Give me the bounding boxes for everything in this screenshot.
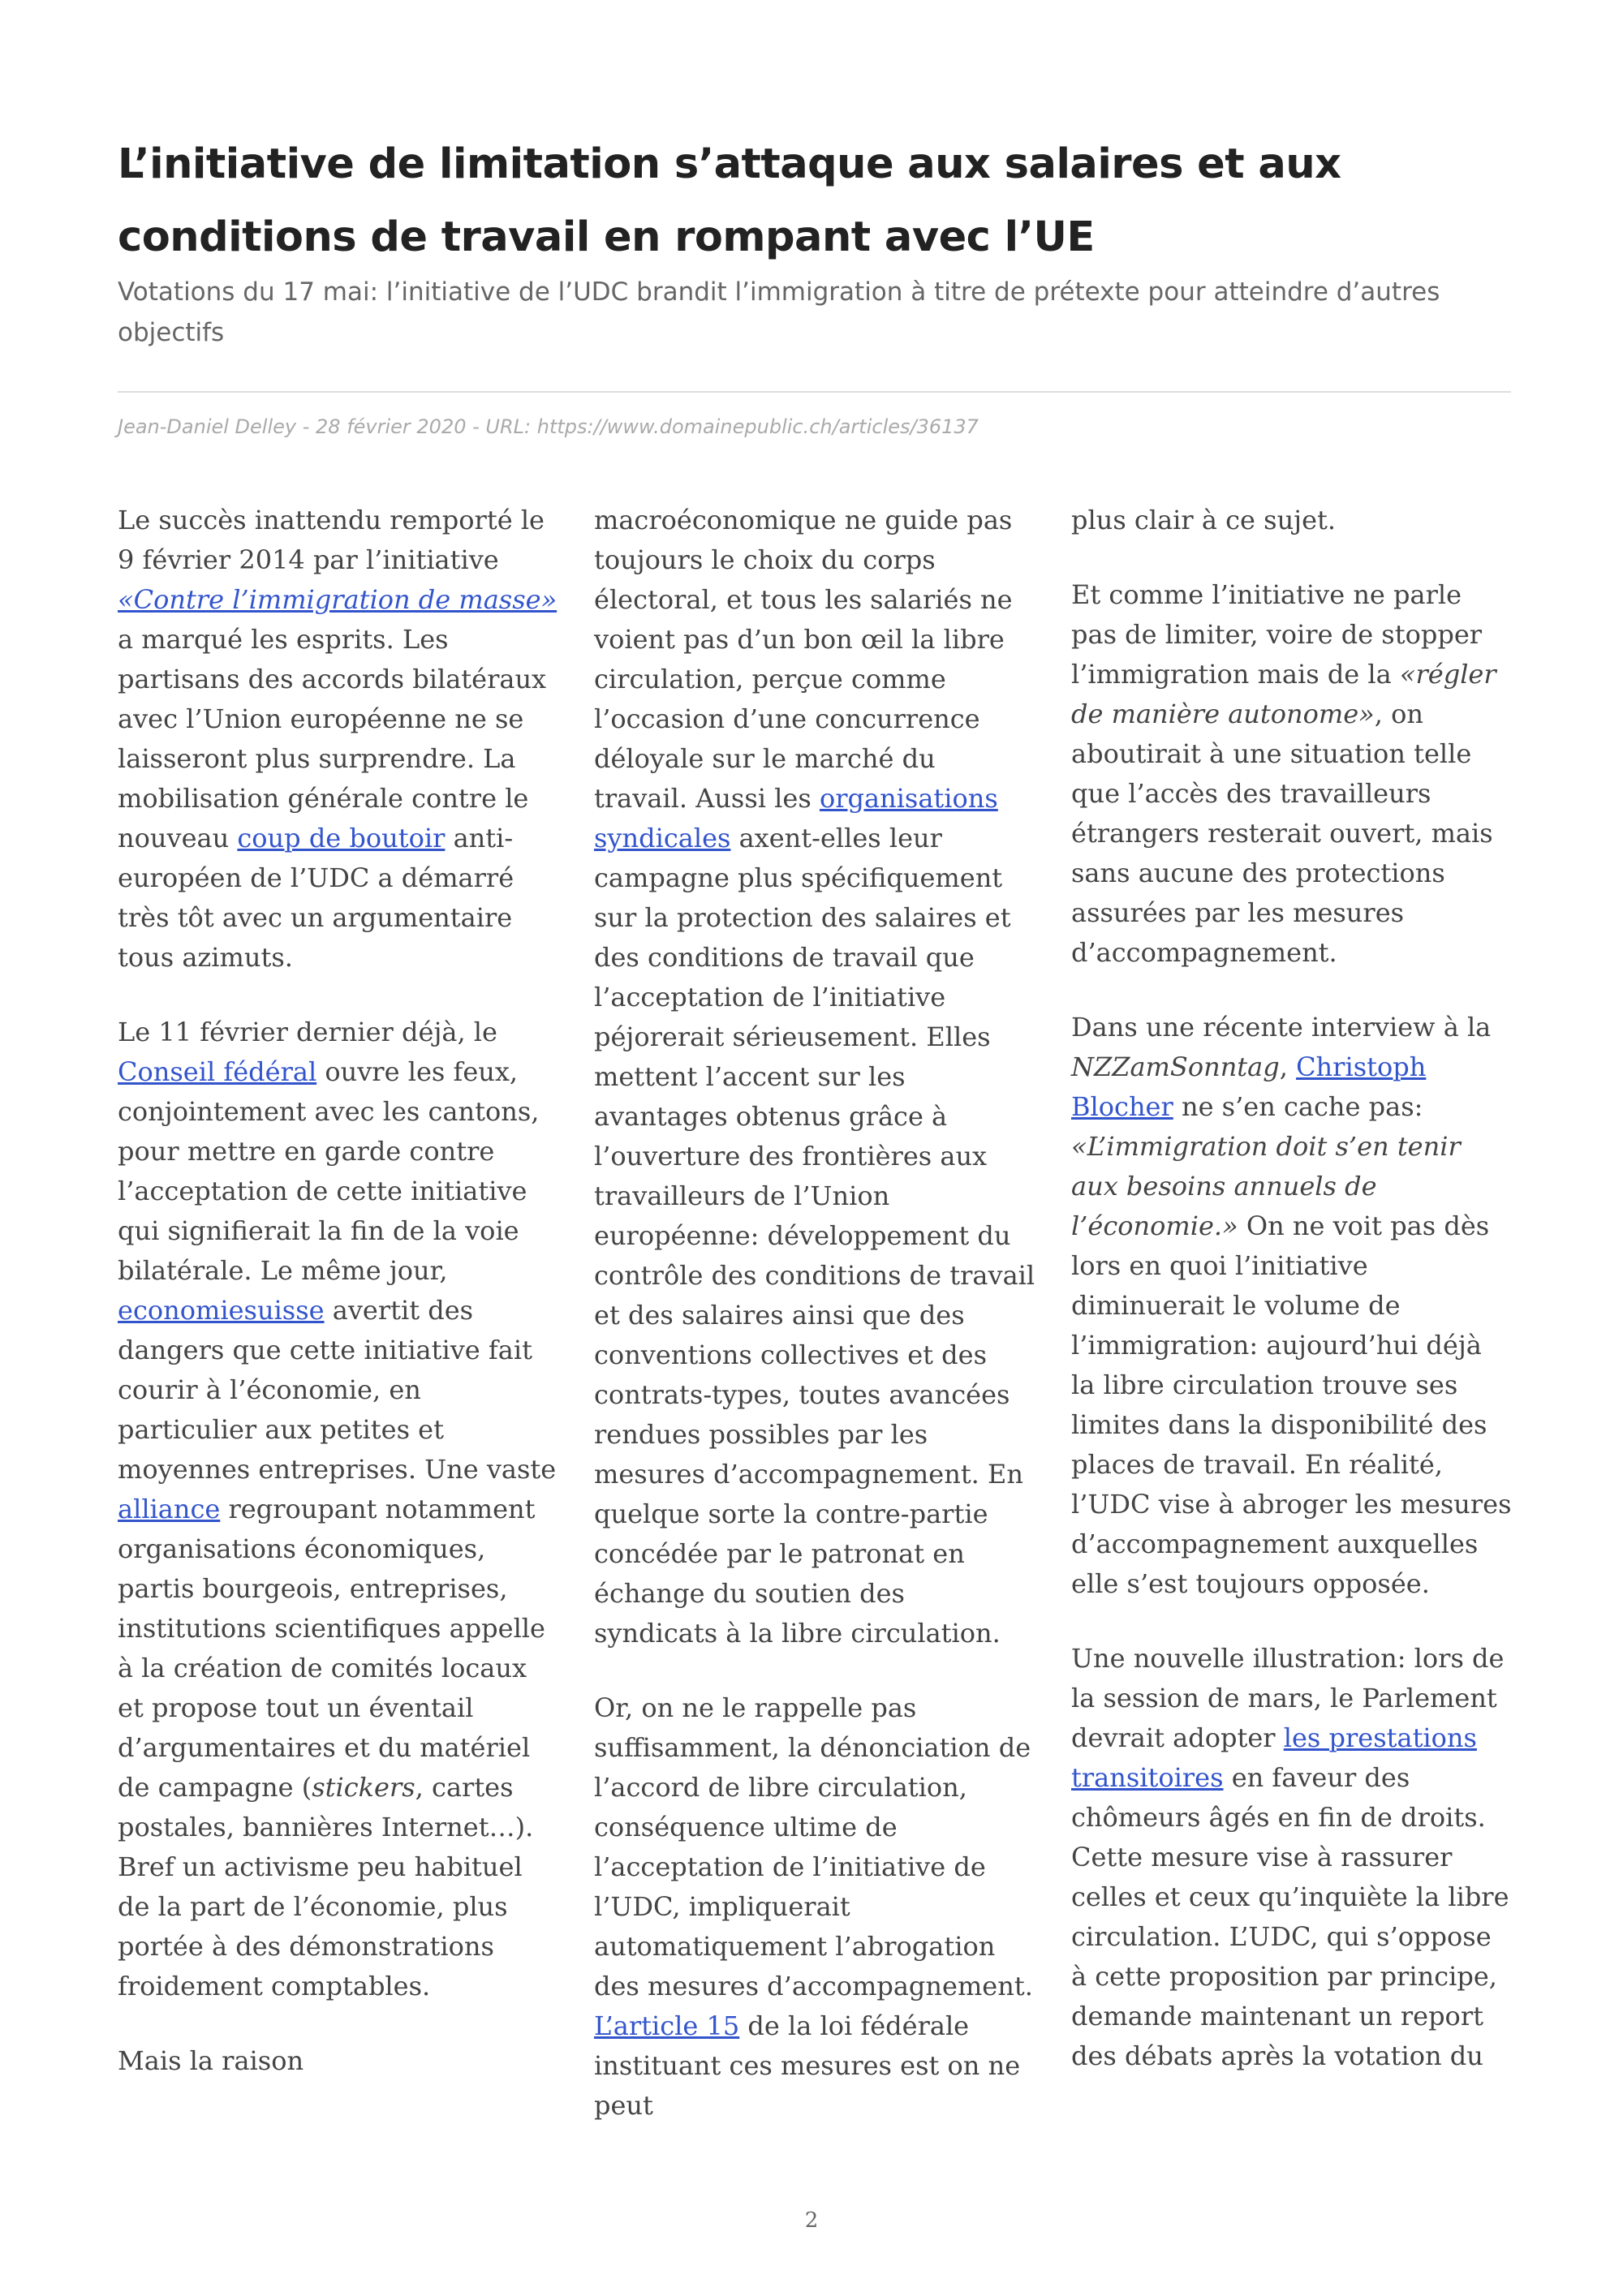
link-conseil-federal[interactable]: Conseil fédéral: [118, 1056, 317, 1087]
byline: Jean-Daniel Delley - 28 février 2020 - URL: https://www.domainepublic.ch/articles/36137: [118, 415, 979, 438]
text-run: ne s’en cache pas:: [1173, 1091, 1423, 1122]
link-christoph-blocher[interactable]: Christoph Blocher: [1071, 1051, 1427, 1122]
paragraph: [594, 1688, 1036, 2126]
paragraph: [118, 1013, 560, 2006]
text-column-1: [118, 501, 560, 2116]
text-column-2: [594, 501, 1036, 2161]
text-run: avertit des dangers que cette initiative fait courir à l’économie, en particulier aux petites et moyennes entreprises. Une vaste: [118, 1295, 557, 1485]
text-run: Le succès inattendu remporté le 9 février 2014 par l’initiative: [118, 505, 545, 575]
article-subtitle: Votations du 17 mai: l’initiative de l’UDC brandit l’immigration à titre de prétexte pour atteindre d’autres objectifs: [118, 277, 1440, 347]
text-run: macroéconomique ne guide pas toujours le choix du corps électoral, et tous les salariés ne voient pas d’un bon œil la libre circulation, perçue comme l’occasion d’une concurrence déloyale sur le marché du travail. Aussi les: [594, 505, 1013, 814]
paragraph: [118, 2041, 560, 2081]
text-run: Or, on ne le rappelle pas suffisamment, la dénonciation de l’accord de libre circulation, conséquence ultime de l’acceptation de l’initiative de l’UDC, impliquerait automatiquement l’abrogation des mesures d’accompagnement.: [594, 1692, 1033, 2001]
paragraph: [1071, 1639, 1513, 2076]
text-run: axent-elles leur campagne plus spécifiquement sur la protection des salaires et des conditions de travail que l’acceptation de l’initiative péjorerait sérieusement. Elles mettent l’accent sur les avantages obtenus grâce à l’ouverture des frontières aux travailleurs de l’Union européenne: développement du contrôle des conditions de travail et des salaires ainsi que des conventions collectives et des contrats-types, toutes avancées rendues possibles par les mesures d’accompagnement. En quelque sorte la contre-partie concédée par le patronat en échange du soutien des syndicats à la libre circulation.: [594, 823, 1035, 1649]
text-run: Et comme l’initiative ne parle pas de limiter, voire de stopper l’immigration mais de la: [1071, 579, 1483, 690]
emphasis-text: «régler de manière autonome»: [1071, 659, 1496, 729]
link-article-15[interactable]: L’article 15: [594, 2010, 740, 2041]
paragraph: [594, 501, 1036, 1653]
quote-text: «L’immigration doit s’en tenir aux besoins annuels de l’économie.»: [1071, 1131, 1461, 1241]
link-prestations-transitoires[interactable]: les prestations transitoires: [1071, 1722, 1477, 1793]
text-run: Le 11 février dernier déjà, le: [118, 1017, 497, 1047]
link-economiesuisse[interactable]: economiesuisse: [118, 1295, 325, 1326]
text-run: Mais la raison: [118, 2045, 304, 2076]
text-run: Dans une récente interview à la: [1071, 1012, 1492, 1043]
text-run: en faveur des chômeurs âgés en fin de droits. Cette mesure vise à rassurer celles et ceux qu’inquiète la libre circulation. L’UDC, qui s’oppose à cette proposition par principe, demande maintenant un report des débats après la votation du: [1071, 1762, 1509, 2071]
emphasis-text: NZZamSonntag: [1071, 1051, 1280, 1082]
text-run: a marqué les esprits. Les partisans des accords bilatéraux avec l’Union européenne ne se laisseront plus surprendre. La mobilisation générale contre le nouveau: [118, 624, 547, 853]
text-run: de la loi fédérale instituant ces mesures est on ne peut: [594, 2010, 1021, 2121]
text-run: Une nouvelle illustration: lors de la session de mars, le Parlement devrait adopter: [1071, 1643, 1505, 1753]
paragraph: [1071, 1008, 1513, 1604]
paragraph: [1071, 501, 1513, 540]
link-organisations-syndicales[interactable]: organisations syndicales: [594, 783, 998, 853]
text-run: plus clair à ce sujet.: [1071, 505, 1337, 535]
text-column-3: [1071, 501, 1513, 2111]
text-run: anti-européen de l’UDC a démarré très tôt avec un argumentaire tous azimuts.: [118, 823, 514, 973]
link-contre-immigration-de-masse[interactable]: «Contre l’immigration de masse»: [118, 584, 558, 615]
link-alliance[interactable]: alliance: [118, 1494, 221, 1524]
emphasis-text: stickers: [312, 1772, 415, 1803]
text-run: ,: [1279, 1051, 1297, 1082]
divider: [118, 391, 1511, 393]
paragraph: [1071, 575, 1513, 973]
paragraph: [118, 501, 560, 978]
text-run: , on aboutirait à une situation telle que l’accès des travailleurs étrangers resterait ouvert, mais sans aucune des protections assurées par les mesures d’accompagnement.: [1071, 699, 1493, 968]
link-coup-de-boutoir[interactable]: coup de boutoir: [237, 823, 446, 853]
text-run: , cartes postales, bannières Internet…). Bref un activisme peu habituel de la part de l’économie, plus portée à des démonstrations froidement comptables.: [118, 1772, 534, 2001]
text-run: regroupant notamment organisations économiques, partis bourgeois, entreprises, institutions scientifiques appelle à la création de comités locaux et propose tout un éventail d’argumentaires et du matériel de campagne (: [118, 1494, 545, 1803]
text-run: ouvre les feux, conjointement avec les cantons, pour mettre en garde contre l’acceptation de cette initiative qui signifierait la fin de la voie bilatérale. Le même jour,: [118, 1056, 540, 1286]
page-number: 2: [804, 2208, 819, 2233]
article-title: L’initiative de limitation s’attaque aux salaires et aux conditions de travail en rompant avec l’UE: [118, 140, 1341, 261]
text-run: On ne voit pas dès lors en quoi l’initiative diminuerait le volume de l’immigration: aujourd’hui déjà la libre circulation trouve ses limites dans la disponibilité des places de travail. En réalité, l’UDC vise à abroger les mesures d’accompagnement auxquelles elle s’est toujours opposée.: [1071, 1210, 1512, 1599]
